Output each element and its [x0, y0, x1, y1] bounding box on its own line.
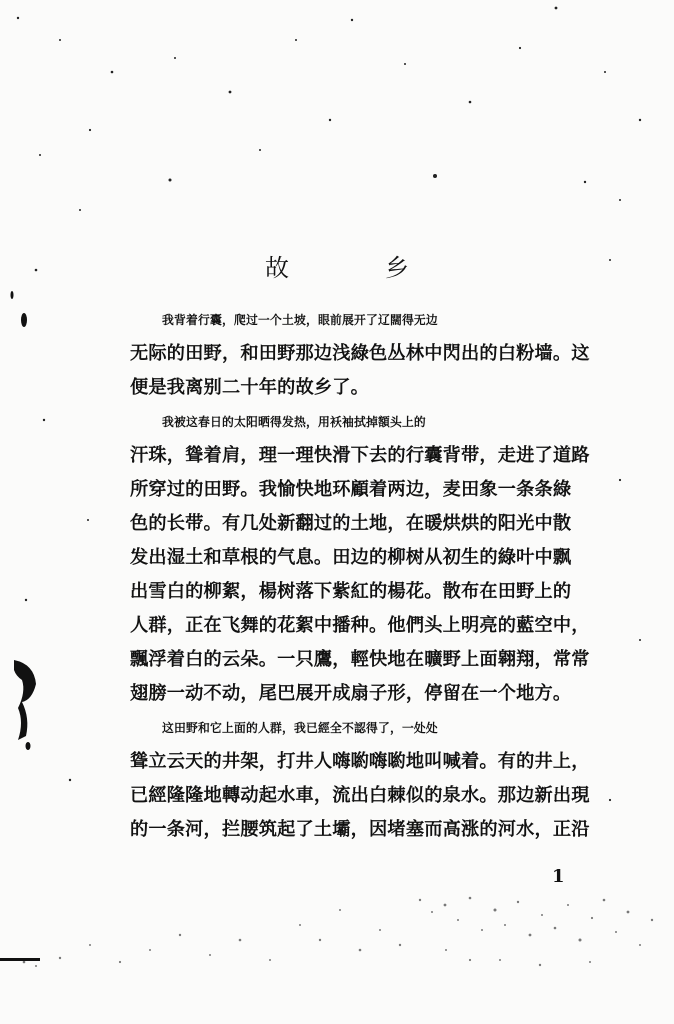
text-line: 飄浮着白的云朵。一只鷹，輕快地在曠野上面翱翔，常常 — [130, 649, 590, 670]
text-line: 出雪白的柳絮，楊树落下紫紅的楊花。散布在田野上的 — [130, 581, 572, 602]
text-line: 的一条河，拦腰筑起了土壩，因堵塞而高涨的河水，正沿 — [130, 819, 590, 840]
text-line: 人群，正在飞舞的花絮中播种。他們头上明亮的藍空中， — [130, 615, 590, 636]
chapter-title: 故 乡 — [265, 254, 445, 283]
page-number: 1 — [552, 866, 565, 887]
text-line: 聳立云天的井架，打井人嗨喲嗨喲地叫喊着。有的井上， — [130, 751, 590, 772]
text-line: 已經隆隆地轉动起水車，流出白棘似的泉水。那边新出現 — [130, 785, 590, 806]
text-line: 汗珠，聳着肩，理一理快滑下去的行囊背带，走进了道路 — [130, 445, 590, 466]
text-line: 所穿过的田野。我愉快地环顧着两边，麦田象一条条綠 — [130, 479, 572, 500]
text-line: 发出湿土和草根的气息。田边的柳树从初生的綠叶中飘 — [130, 547, 572, 568]
text-line: 色的长带。有几处新翻过的土地，在暖烘烘的阳光中散 — [130, 513, 572, 534]
text-line: 无际的田野，和田野那边浅綠色丛林中閃出的白粉墙。这 — [130, 343, 590, 364]
text-line: 翅膀一动不动，尾巴展开成扇子形，停留在一个地方。 — [130, 683, 572, 704]
text-line: 便是我离别二十年的故乡了。 — [130, 377, 370, 398]
text-line: 这田野和它上面的人群，我已經全不認得了，一处处 — [162, 721, 438, 735]
text-line: 我背着行囊，爬过一个土坡，眼前展开了辽闊得无边 — [162, 313, 438, 327]
text-line: 我被这春日的太阳晒得发热，用袄袖拭掉額头上的 — [162, 415, 426, 429]
